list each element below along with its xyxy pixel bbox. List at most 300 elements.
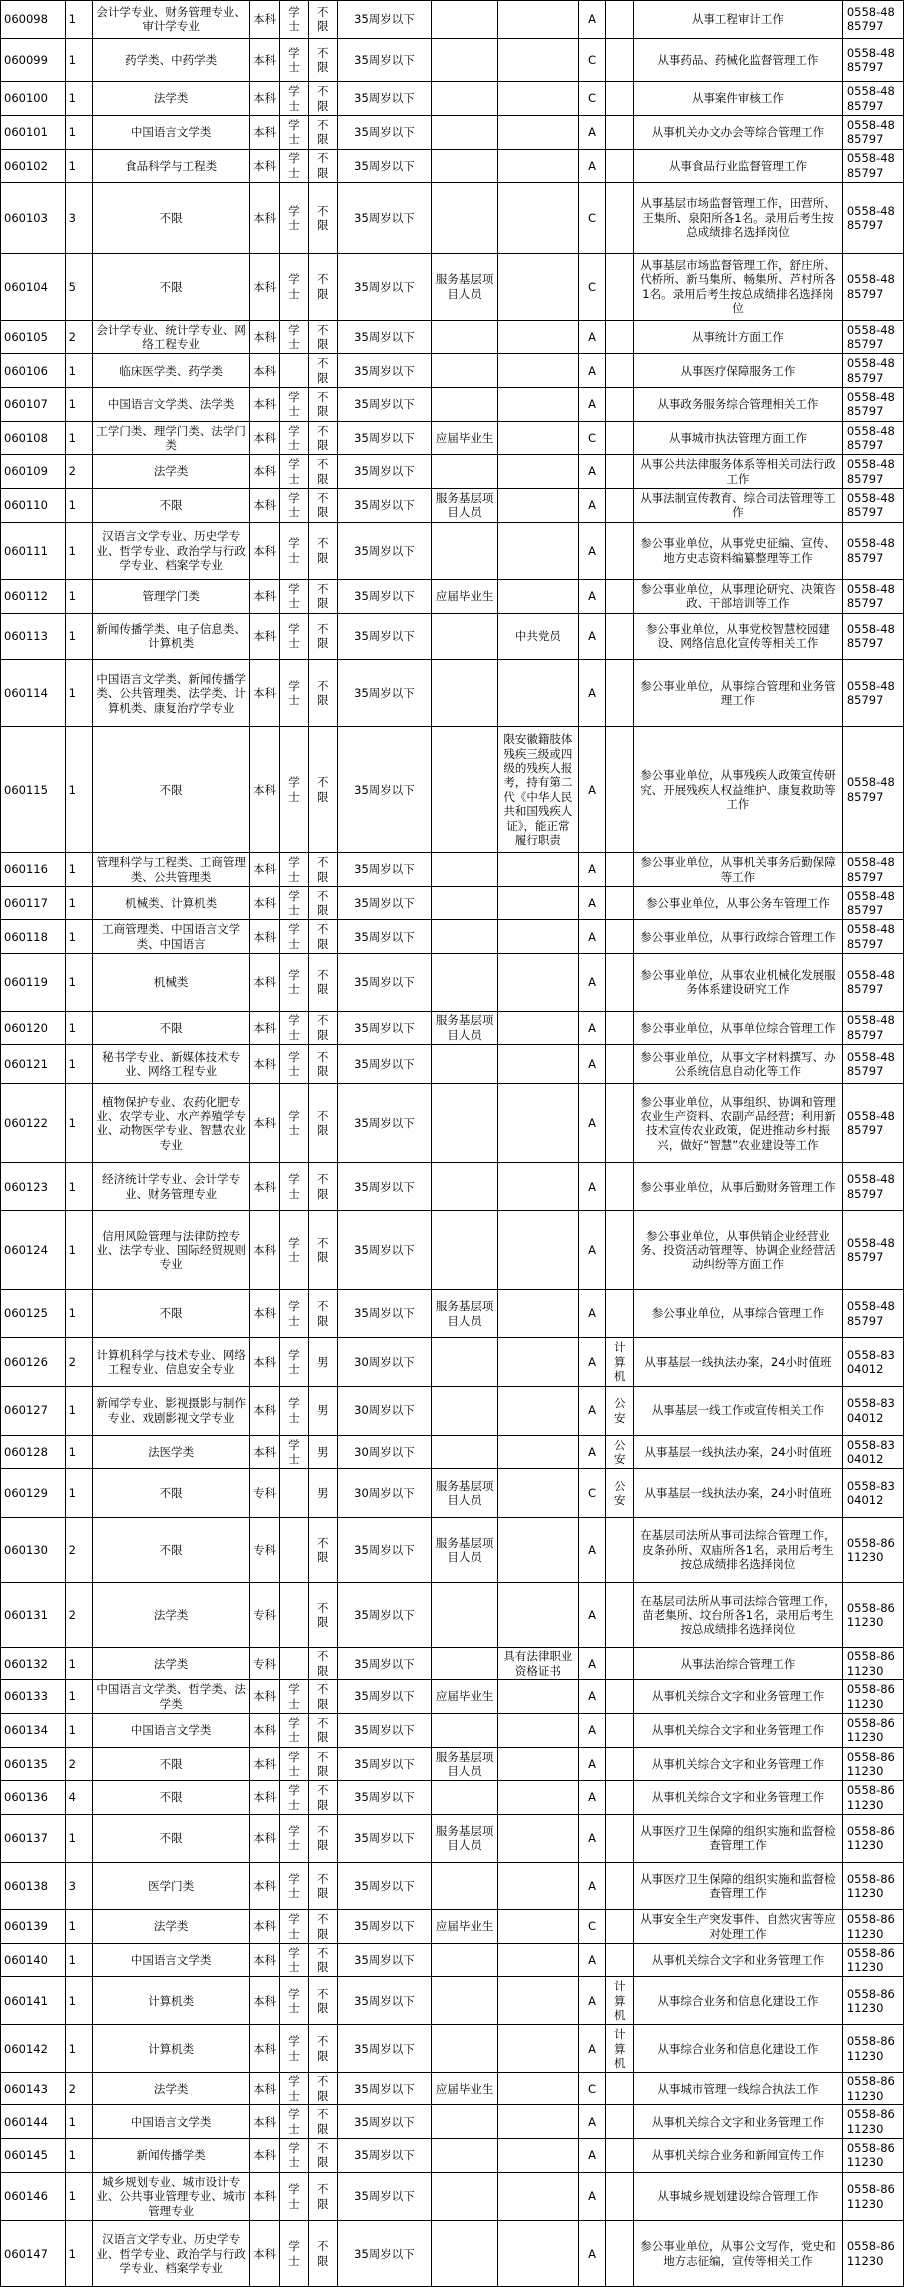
contact-phone-cell: 0558-4885797 [842,613,903,660]
education-cell: 本科 [250,149,280,183]
job-description-cell: 参公事业单位，从事理论研究、决策咨政、干部培训等工作 [634,580,843,614]
exam-category-cell: A [578,920,606,954]
contact-phone-cell: 0558-4885797 [842,1163,903,1211]
job-description-cell: 参公事业单位，从事农业机械化发展服务体系建设研究工作 [634,954,843,1011]
hiring-count-cell: 2 [65,1747,93,1781]
degree-cell: 学士 [280,853,309,887]
gender-cell: 不限 [308,920,337,954]
gender-cell: 不限 [308,1084,337,1163]
other-requirement-cell: 具有法律职业资格证书 [498,1648,579,1680]
contact-phone-cell: 0558-4885797 [842,727,903,853]
age-requirement-cell: 35周岁以下 [337,2172,432,2221]
job-description-cell: 从事基层一线工作或宣传相关工作 [634,1386,843,1435]
gender-cell: 不限 [308,853,337,887]
professional-test-cell [606,2073,634,2105]
position-code-cell: 060141 [1,1977,66,2025]
age-requirement-cell: 35周岁以下 [337,1648,432,1680]
education-cell: 专科 [250,1517,280,1582]
other-requirement-cell [498,1045,579,1084]
position-code-cell: 060109 [1,455,66,489]
education-cell: 本科 [250,1747,280,1781]
job-description-cell: 从事基层市场监督管理工作，舒庄所、代桥所、新马集所、畅集所、芦村所各1名。录用后考生按总成绩排名选择岗位 [634,253,843,320]
gender-cell: 不限 [308,1862,337,1910]
age-requirement-cell: 35周岁以下 [337,421,432,455]
contact-phone-cell: 0558-8304012 [842,1386,903,1435]
other-requirement-cell [498,1943,579,1977]
contact-phone-cell: 0558-4885797 [842,183,903,253]
target-group-cell: 应届毕业生 [432,1680,498,1714]
major-requirement-cell: 临床医学类、药学类 [93,354,250,388]
exam-category-cell: A [578,2105,606,2139]
exam-category-cell: A [578,1977,606,2025]
job-description-cell: 参公事业单位，从事综合管理和业务管理工作 [634,660,843,727]
target-group-cell [432,2105,498,2139]
hiring-count-cell: 1 [65,421,93,455]
hiring-count-cell: 1 [65,1084,93,1163]
exam-category-cell: C [578,1469,606,1518]
major-requirement-cell: 信用风险管理与法律防控专业、法学专业、国际经贸规则专业 [93,1211,250,1290]
hiring-count-cell: 2 [65,2073,93,2105]
position-code-cell: 060136 [1,1781,66,1815]
table-row [1,1680,904,1714]
hiring-count-cell: 1 [65,886,93,920]
hiring-count-cell: 1 [65,2025,93,2073]
gender-cell: 不限 [308,2221,337,2287]
gender-cell: 不限 [308,2139,337,2173]
exam-category-cell: A [578,1084,606,1163]
contact-phone-cell: 0558-8611230 [842,1648,903,1680]
contact-phone-cell: 0558-4885797 [842,886,903,920]
degree-cell: 学士 [280,1163,309,1211]
age-requirement-cell: 35周岁以下 [337,1,432,39]
degree-cell: 学士 [280,421,309,455]
job-description-cell: 从事医疗保障服务工作 [634,354,843,388]
other-requirement-cell [498,1680,579,1714]
hiring-count-cell: 1 [65,1163,93,1211]
exam-category-cell: A [578,613,606,660]
gender-cell: 不限 [308,2025,337,2073]
target-group-cell [432,82,498,116]
gender-cell: 不限 [308,522,337,579]
age-requirement-cell: 35周岁以下 [337,1814,432,1862]
position-code-cell: 060143 [1,2073,66,2105]
major-requirement-cell: 计算机类 [93,2025,250,2073]
professional-test-cell [606,2172,634,2221]
education-cell: 本科 [250,954,280,1011]
professional-test-cell [606,2139,634,2173]
gender-cell: 不限 [308,82,337,116]
job-description-cell: 从事综合业务和信息化建设工作 [634,1977,843,2025]
position-code-cell: 060123 [1,1163,66,1211]
other-requirement-cell [498,2025,579,2073]
target-group-cell [432,954,498,1011]
exam-category-cell: A [578,488,606,522]
target-group-cell [432,1045,498,1084]
education-cell: 专科 [250,1583,280,1648]
hiring-count-cell: 1 [65,1713,93,1747]
table-row [1,1862,904,1910]
degree-cell: 学士 [280,1910,309,1944]
gender-cell: 不限 [308,886,337,920]
professional-test-cell [606,580,634,614]
major-requirement-cell: 法学类 [93,455,250,489]
other-requirement-cell [498,421,579,455]
job-description-cell: 参公事业单位，从事党史征编、宣传、地方史志资料编纂整理等工作 [634,522,843,579]
job-description-cell: 参公事业单位，从事行政综合管理工作 [634,920,843,954]
target-group-cell [432,853,498,887]
job-description-cell: 从事政务服务综合管理相关工作 [634,388,843,422]
exam-category-cell: A [578,1814,606,1862]
position-code-cell: 060129 [1,1469,66,1518]
education-cell: 本科 [250,1943,280,1977]
target-group-cell [432,886,498,920]
education-cell: 本科 [250,1290,280,1338]
other-requirement-cell [498,1435,579,1469]
table-row [1,1163,904,1211]
position-code-cell: 060128 [1,1435,66,1469]
age-requirement-cell: 35周岁以下 [337,1211,432,1290]
degree-cell: 学士 [280,1435,309,1469]
contact-phone-cell: 0558-4885797 [842,920,903,954]
major-requirement-cell: 不限 [93,183,250,253]
job-description-cell: 从事机关办文办会等综合管理工作 [634,115,843,149]
major-requirement-cell: 秘书学专业、新媒体技术专业、网络工程专业 [93,1045,250,1084]
job-description-cell: 从事机关综合文字和业务管理工作 [634,1943,843,1977]
gender-cell: 男 [308,1469,337,1518]
other-requirement-cell [498,2073,579,2105]
age-requirement-cell: 35周岁以下 [337,727,432,853]
degree-cell: 学士 [280,253,309,320]
contact-phone-cell: 0558-4885797 [842,1211,903,1290]
position-code-cell: 060121 [1,1045,66,1084]
degree-cell: 学士 [280,1862,309,1910]
education-cell: 专科 [250,1648,280,1680]
other-requirement-cell [498,149,579,183]
position-code-cell: 060125 [1,1290,66,1338]
exam-category-cell: C [578,421,606,455]
table-row [1,82,904,116]
job-description-cell: 从事基层一线执法办案，24小时值班 [634,1469,843,1518]
education-cell: 本科 [250,1163,280,1211]
degree-cell: 学士 [280,1680,309,1714]
other-requirement-cell [498,115,579,149]
gender-cell: 男 [308,1337,337,1386]
job-description-cell: 从事机关综合文字和业务管理工作 [634,2105,843,2139]
table-row [1,1337,904,1386]
table-row [1,1583,904,1648]
degree-cell: 学士 [280,2221,309,2287]
position-code-cell: 060099 [1,38,66,81]
job-description-cell: 参公事业单位，从事党校智慧校园建设、网络信息化宣传等相关工作 [634,613,843,660]
hiring-count-cell: 1 [65,580,93,614]
target-group-cell [432,1583,498,1648]
major-requirement-cell: 不限 [93,253,250,320]
professional-test-cell [606,1747,634,1781]
contact-phone-cell: 0558-8611230 [842,1781,903,1815]
major-requirement-cell: 不限 [93,1814,250,1862]
degree-cell [280,354,309,388]
job-description-cell: 从事机关综合文字和业务管理工作 [634,1713,843,1747]
professional-test-cell [606,853,634,887]
other-requirement-cell [498,1386,579,1435]
degree-cell: 学士 [280,522,309,579]
education-cell: 本科 [250,2221,280,2287]
contact-phone-cell: 0558-4885797 [842,455,903,489]
age-requirement-cell: 35周岁以下 [337,920,432,954]
table-row [1,954,904,1011]
professional-test-cell [606,488,634,522]
other-requirement-cell [498,1011,579,1045]
contact-phone-cell: 0558-4885797 [842,388,903,422]
age-requirement-cell: 35周岁以下 [337,38,432,81]
professional-test-cell [606,1045,634,1084]
job-description-cell: 在基层司法所从事司法综合管理工作，苗老集所、坟台所各1名，录用后考生按总成绩排名选择岗位 [634,1583,843,1648]
education-cell: 本科 [250,2025,280,2073]
professional-test-cell: 公安 [606,1386,634,1435]
table-row [1,2139,904,2173]
gender-cell: 不限 [308,1163,337,1211]
contact-phone-cell: 0558-4885797 [842,488,903,522]
major-requirement-cell: 法医学类 [93,1435,250,1469]
position-code-cell: 060132 [1,1648,66,1680]
hiring-count-cell: 1 [65,1386,93,1435]
table-row [1,455,904,489]
gender-cell: 不限 [308,1943,337,1977]
exam-category-cell: A [578,455,606,489]
contact-phone-cell: 0558-4885797 [842,1290,903,1338]
exam-category-cell: A [578,1583,606,1648]
professional-test-cell: 计算机 [606,2025,634,2073]
exam-category-cell: A [578,388,606,422]
hiring-count-cell: 1 [65,388,93,422]
contact-phone-cell: 0558-8611230 [842,1977,903,2025]
position-code-cell: 060137 [1,1814,66,1862]
age-requirement-cell: 35周岁以下 [337,1977,432,2025]
degree-cell: 学士 [280,2172,309,2221]
major-requirement-cell: 法学类 [93,1910,250,1944]
age-requirement-cell: 35周岁以下 [337,1163,432,1211]
job-description-cell: 参公事业单位，从事单位综合管理工作 [634,1011,843,1045]
degree-cell: 学士 [280,920,309,954]
degree-cell: 学士 [280,1977,309,2025]
exam-category-cell: A [578,1517,606,1582]
professional-test-cell [606,920,634,954]
professional-test-cell [606,82,634,116]
other-requirement-cell [498,1713,579,1747]
job-description-cell: 参公事业单位，从事供销企业经营业务、投资活动管理等、协调企业经营活动纠纷等方面工作 [634,1211,843,1290]
table-row [1,1045,904,1084]
gender-cell: 不限 [308,1583,337,1648]
education-cell: 本科 [250,38,280,81]
target-group-cell [432,613,498,660]
other-requirement-cell [498,660,579,727]
hiring-count-cell: 1 [65,1943,93,1977]
table-row [1,886,904,920]
table-row [1,1211,904,1290]
gender-cell: 男 [308,1386,337,1435]
table-row [1,580,904,614]
age-requirement-cell: 35周岁以下 [337,149,432,183]
professional-test-cell: 公安 [606,1435,634,1469]
job-description-cell: 从事机关综合文字和业务管理工作 [634,1680,843,1714]
target-group-cell [432,1084,498,1163]
professional-test-cell: 计算机 [606,1337,634,1386]
other-requirement-cell [498,2105,579,2139]
contact-phone-cell: 0558-4885797 [842,1011,903,1045]
age-requirement-cell: 35周岁以下 [337,522,432,579]
job-description-cell: 从事机关综合业务和新闻宣传工作 [634,2139,843,2173]
age-requirement-cell: 35周岁以下 [337,1583,432,1648]
contact-phone-cell: 0558-8611230 [842,1814,903,1862]
degree-cell: 学士 [280,320,309,354]
job-description-cell: 从事机关综合文字和业务管理工作 [634,1781,843,1815]
major-requirement-cell: 会计学专业、财务管理专业、审计学专业 [93,1,250,39]
education-cell: 本科 [250,2172,280,2221]
exam-category-cell: C [578,183,606,253]
hiring-count-cell: 5 [65,253,93,320]
gender-cell: 不限 [308,1781,337,1815]
table-row [1,2105,904,2139]
other-requirement-cell: 中共党员 [498,613,579,660]
gender-cell: 不限 [308,1747,337,1781]
table-row [1,1084,904,1163]
exam-category-cell: A [578,2221,606,2287]
contact-phone-cell: 0558-4885797 [842,522,903,579]
hiring-count-cell: 1 [65,1910,93,1944]
exam-category-cell: A [578,2172,606,2221]
contact-phone-cell: 0558-8304012 [842,1469,903,1518]
degree-cell: 学士 [280,1943,309,1977]
target-group-cell [432,455,498,489]
age-requirement-cell: 30周岁以下 [337,1435,432,1469]
exam-category-cell: A [578,522,606,579]
position-code-cell: 060126 [1,1337,66,1386]
education-cell: 专科 [250,1469,280,1518]
position-code-cell: 060117 [1,886,66,920]
job-description-cell: 参公事业单位，从事组织、协调和管理农业生产资料、农副产品经营；利用新技术宣传农业政策，促进推动乡村振兴，做好“智慧”农业建设等工作 [634,1084,843,1163]
other-requirement-cell [498,488,579,522]
hiring-count-cell: 2 [65,1583,93,1648]
hiring-count-cell: 1 [65,853,93,887]
major-requirement-cell: 中国语言文学类 [93,115,250,149]
table-row [1,488,904,522]
job-description-cell: 参公事业单位，从事机关事务后勤保障等工作 [634,853,843,887]
age-requirement-cell: 35周岁以下 [337,488,432,522]
degree-cell: 学士 [280,149,309,183]
education-cell: 本科 [250,183,280,253]
exam-category-cell: A [578,1713,606,1747]
gender-cell: 不限 [308,1910,337,1944]
hiring-count-cell: 1 [65,1680,93,1714]
degree-cell [280,1517,309,1582]
education-cell: 本科 [250,488,280,522]
hiring-count-cell: 1 [65,488,93,522]
target-group-cell [432,1943,498,1977]
contact-phone-cell: 0558-8611230 [842,2105,903,2139]
exam-category-cell: A [578,954,606,1011]
major-requirement-cell: 新闻学专业、影视摄影与制作专业、戏剧影视文学专业 [93,1386,250,1435]
professional-test-cell [606,1211,634,1290]
position-code-cell: 060113 [1,613,66,660]
contact-phone-cell: 0558-4885797 [842,320,903,354]
target-group-cell [432,2172,498,2221]
job-description-cell: 参公事业单位，从事公文写作，党史和地方志征编，宣传等相关工作 [634,2221,843,2287]
education-cell: 本科 [250,1814,280,1862]
professional-test-cell [606,1011,634,1045]
table-row [1,320,904,354]
other-requirement-cell [498,954,579,1011]
contact-phone-cell: 0558-8611230 [842,1517,903,1582]
gender-cell: 不限 [308,354,337,388]
position-code-cell: 060133 [1,1680,66,1714]
degree-cell: 学士 [280,2025,309,2073]
education-cell: 本科 [250,421,280,455]
degree-cell: 学士 [280,1814,309,1862]
job-description-cell: 从事法治综合管理工作 [634,1648,843,1680]
degree-cell: 学士 [280,1290,309,1338]
target-group-cell: 服务基层项目人员 [432,1011,498,1045]
contact-phone-cell: 0558-8611230 [842,1680,903,1714]
education-cell: 本科 [250,2105,280,2139]
other-requirement-cell [498,1747,579,1781]
position-code-cell: 060144 [1,2105,66,2139]
other-requirement-cell [498,1290,579,1338]
other-requirement-cell [498,388,579,422]
position-code-cell: 060124 [1,1211,66,1290]
contact-phone-cell: 0558-4885797 [842,253,903,320]
age-requirement-cell: 35周岁以下 [337,2139,432,2173]
education-cell: 本科 [250,613,280,660]
target-group-cell [432,522,498,579]
degree-cell: 学士 [280,660,309,727]
target-group-cell [432,1386,498,1435]
job-description-cell: 参公事业单位，从事后勤财务管理工作 [634,1163,843,1211]
degree-cell [280,1648,309,1680]
exam-category-cell: A [578,1862,606,1910]
exam-category-cell: A [578,1747,606,1781]
contact-phone-cell: 0558-4885797 [842,115,903,149]
gender-cell: 不限 [308,149,337,183]
education-cell: 本科 [250,1713,280,1747]
major-requirement-cell: 机械类 [93,954,250,1011]
job-description-cell: 从事综合业务和信息化建设工作 [634,2025,843,2073]
exam-category-cell: A [578,1943,606,1977]
exam-category-cell: A [578,1211,606,1290]
target-group-cell [432,1781,498,1815]
professional-test-cell [606,38,634,81]
professional-test-cell [606,1713,634,1747]
age-requirement-cell: 35周岁以下 [337,853,432,887]
position-code-cell: 060138 [1,1862,66,1910]
target-group-cell [432,115,498,149]
gender-cell: 不限 [308,1290,337,1338]
gender-cell: 不限 [308,2105,337,2139]
hiring-count-cell: 1 [65,149,93,183]
job-description-cell: 从事基层一线执法办案，24小时值班 [634,1435,843,1469]
contact-phone-cell: 0558-8611230 [842,2139,903,2173]
gender-cell: 不限 [308,1211,337,1290]
table-row [1,1290,904,1338]
age-requirement-cell: 35周岁以下 [337,253,432,320]
hiring-count-cell: 1 [65,920,93,954]
age-requirement-cell: 35周岁以下 [337,82,432,116]
other-requirement-cell [498,522,579,579]
hiring-count-cell: 3 [65,1862,93,1910]
gender-cell: 不限 [308,613,337,660]
education-cell: 本科 [250,1084,280,1163]
age-requirement-cell: 35周岁以下 [337,2025,432,2073]
table-row [1,1781,904,1815]
